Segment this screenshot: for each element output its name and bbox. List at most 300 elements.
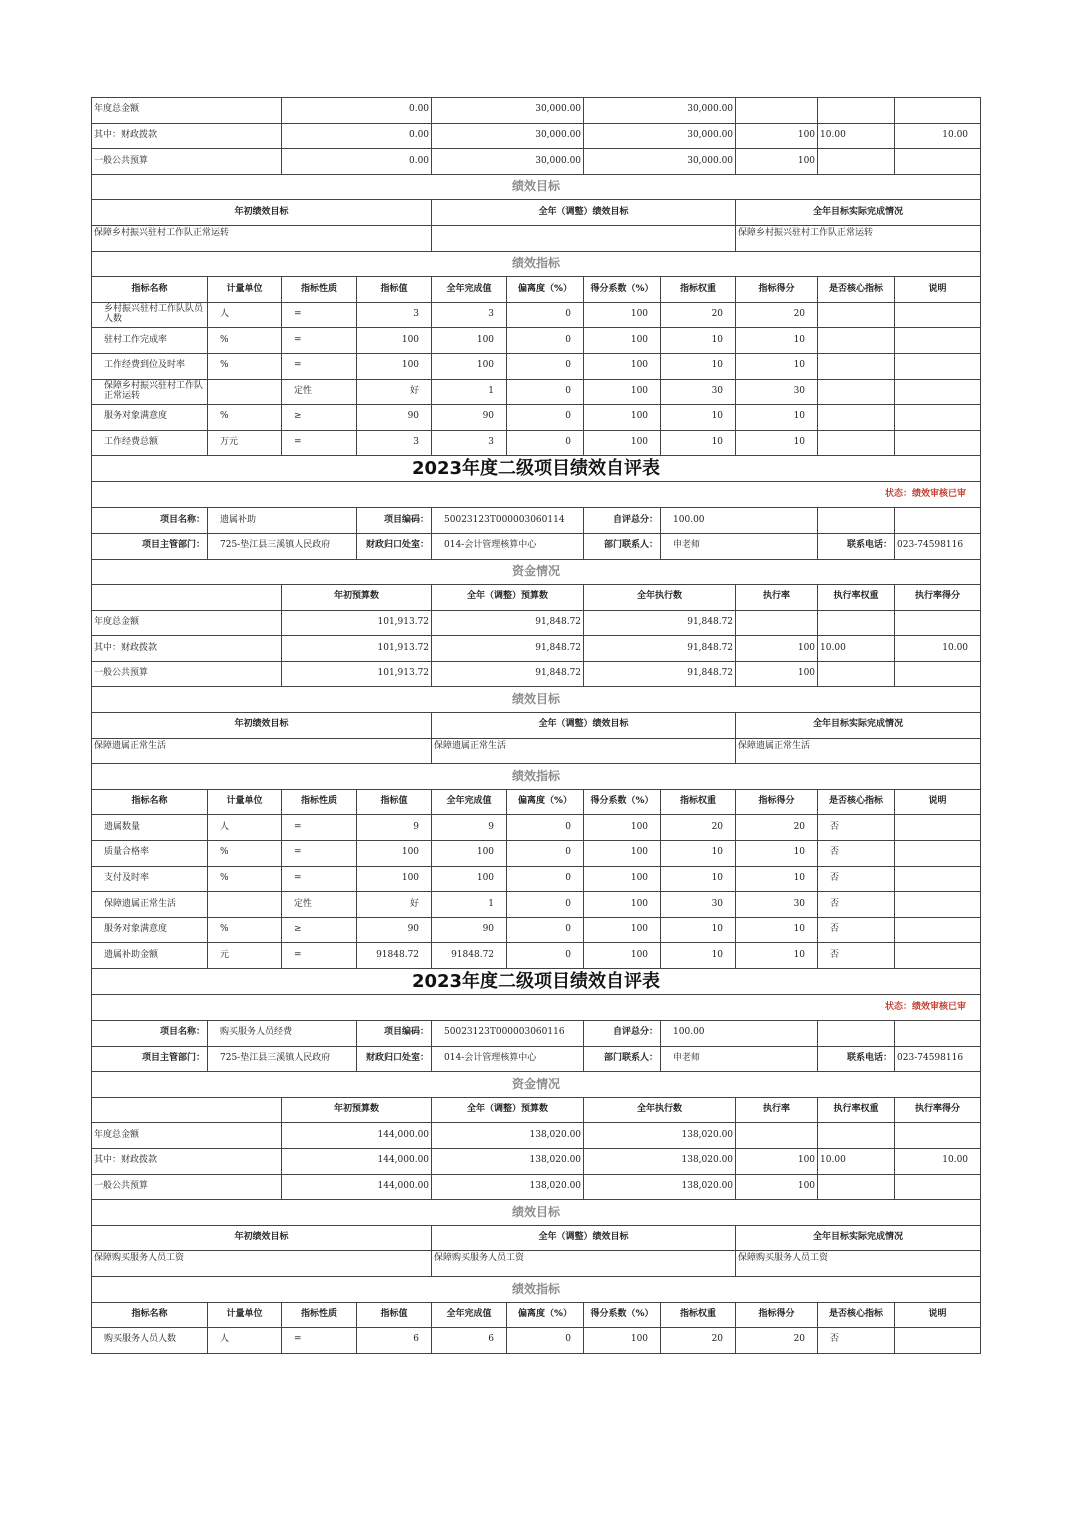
indicator-value: 100 [584,943,661,969]
indicator-row [92,892,981,918]
indicator-row [92,379,981,405]
indicator-value: % [208,841,282,867]
fund-row-label: 一般公共预算 [92,661,282,687]
indicator-header: 说明 [895,277,981,303]
contact-person-value: 申老师 [661,1046,818,1072]
indicator-value: % [208,917,282,943]
indicator-value [818,405,895,431]
fund-value: 138,020.00 [432,1174,584,1200]
project-code-label: 项目编码： [357,1021,432,1047]
indicator-value: 20 [736,815,818,841]
status-row [92,482,981,508]
project-name-value: 遗属补助 [208,508,357,534]
fund-row-label: 年度总金额 [92,610,282,636]
fund-row-fiscal [92,123,981,149]
goal-actual-text: 保障购买服务人员工资 [736,1251,981,1277]
fund-value [818,1174,895,1200]
indicator-value: 0 [507,379,584,405]
indicator-row [92,405,981,431]
indicator-value: 否 [818,1328,895,1354]
indicator-name: 遗属数量 [92,815,208,841]
fund-header: 全年执行数 [584,1097,736,1123]
indicator-value: 1 [432,892,507,918]
fund-row-label: 一般公共预算 [92,1174,282,1200]
fund-value: 0.00 [282,98,432,124]
indicator-value: 10 [736,353,818,379]
fund-header: 执行率权重 [818,585,895,611]
report-title-row [92,456,981,482]
contact-person-label: 部门联系人： [584,533,661,559]
indicator-value: 0 [507,302,584,328]
indicator-value: 100 [584,430,661,456]
fund-value: 101,913.72 [282,661,432,687]
goal-initial-text: 保障购买服务人员工资 [92,1251,432,1277]
indicator-value: 定性 [282,379,357,405]
goal-initial-text: 保障乡村振兴驻村工作队正常运转 [92,225,432,251]
project-dept-row [92,533,981,559]
fund-value [818,1123,895,1149]
fund-value: 30,000.00 [432,149,584,175]
indicator-value: 20 [661,815,736,841]
fund-value [895,1174,981,1200]
indicator-value: 人 [208,1328,282,1354]
fund-value [818,149,895,175]
fund-value [895,661,981,687]
indicator-value: = [282,430,357,456]
indicator-value: 10 [736,943,818,969]
goal-actual-text: 保障遗属正常生活 [736,738,981,764]
indicator-value: 9 [432,815,507,841]
indicator-name: 工作经费到位及时率 [92,353,208,379]
indicator-value: 10 [736,917,818,943]
indicator-row [92,430,981,456]
indicator-value: 10 [661,405,736,431]
indicator-header: 指标名称 [92,277,208,303]
indicator-value [895,815,981,841]
indicator-header: 指标性质 [282,1302,357,1328]
fund-value: 138,020.00 [432,1123,584,1149]
indicator-value: ≥ [282,917,357,943]
self-score-value: 100.00 [661,1021,818,1047]
fund-value: 100 [736,636,818,662]
indicator-header: 指标权重 [661,789,736,815]
indicator-value: 100 [432,866,507,892]
empty-cell [818,508,895,534]
fund-header: 全年（调整）预算数 [432,1097,584,1123]
indicator-value: 0 [507,815,584,841]
fund-value [818,610,895,636]
goal-adjusted-text: 保障购买服务人员工资 [432,1251,736,1277]
evaluation-table [91,97,981,1354]
indicator-value: = [282,841,357,867]
indicator-value: 100 [357,866,432,892]
indicator-header: 指标得分 [736,789,818,815]
indicator-value: 90 [357,405,432,431]
indicator-value: 91848.72 [357,943,432,969]
indicator-header: 指标得分 [736,1302,818,1328]
fund-value: 100 [736,1174,818,1200]
fund-value [736,98,818,124]
fund-section-row [92,1072,981,1098]
finance-office-label: 财政归口处室： [357,533,432,559]
fund-row-general [92,1174,981,1200]
fund-value: 91,848.72 [432,610,584,636]
indicator-value [208,892,282,918]
fund-row-total [92,98,981,124]
fund-header: 执行率得分 [895,1097,981,1123]
fund-value: 91,848.72 [432,661,584,687]
project-info-row [92,1021,981,1047]
finance-office-label: 财政归口处室： [357,1046,432,1072]
goal-actual-text: 保障乡村振兴驻村工作队正常运转 [736,225,981,251]
indicator-name: 遗属补助金额 [92,943,208,969]
fund-header: 执行率权重 [818,1097,895,1123]
goal-actual-header: 全年目标实际完成情况 [736,713,981,739]
indicator-row [92,302,981,328]
fund-value: 144,000.00 [282,1123,432,1149]
report-title: 2023年度二级项目绩效自评表 [92,969,981,995]
finance-office-value: 014-会计管理核算中心 [432,1046,584,1072]
indicator-value: 3 [357,302,432,328]
goal-adjusted-header: 全年（调整）绩效目标 [432,200,736,226]
fund-row-label: 一般公共预算 [92,149,282,175]
indicator-value: 好 [357,379,432,405]
project-code-value: 50023123T000003060116 [432,1021,584,1047]
indicator-value: 100 [357,841,432,867]
indicator-value: 3 [432,302,507,328]
contact-person-label: 部门联系人： [584,1046,661,1072]
fund-value: 10.00 [818,636,895,662]
fund-section-title: 资金情况 [92,1072,981,1098]
indicator-header: 指标权重 [661,1302,736,1328]
indicator-value [208,379,282,405]
indicator-value: 100 [584,866,661,892]
goal-initial-header: 年初绩效目标 [92,713,432,739]
goal-initial-header: 年初绩效目标 [92,200,432,226]
fund-value: 30,000.00 [584,98,736,124]
indicator-value: % [208,866,282,892]
indicator-section-row [92,251,981,277]
fund-value: 30,000.00 [432,98,584,124]
indicator-value: 3 [357,430,432,456]
fund-value: 30,000.00 [584,123,736,149]
indicator-value: 91848.72 [432,943,507,969]
indicator-value: 否 [818,943,895,969]
empty-cell [92,585,282,611]
indicator-value: 好 [357,892,432,918]
indicator-header: 指标值 [357,1302,432,1328]
fund-value: 101,913.72 [282,610,432,636]
indicator-name: 购买服务人员人数 [92,1328,208,1354]
fund-row-general [92,661,981,687]
indicator-value: 100 [357,328,432,354]
indicator-value: 0 [507,430,584,456]
project-dept-row [92,1046,981,1072]
fund-value: 10.00 [895,636,981,662]
fund-header: 全年（调整）预算数 [432,585,584,611]
indicator-row [92,943,981,969]
indicator-header: 计量单位 [208,789,282,815]
indicator-header: 是否核心指标 [818,277,895,303]
indicator-value: 30 [661,379,736,405]
indicator-value: 100 [584,1328,661,1354]
status-badge: 状态：绩效审核已审 [92,995,981,1021]
status-badge: 状态：绩效审核已审 [92,482,981,508]
fund-value: 138,020.00 [584,1123,736,1149]
indicator-value: 10 [661,917,736,943]
indicator-value: 100 [432,353,507,379]
fund-row-total [92,610,981,636]
fund-header: 执行率 [736,585,818,611]
indicator-value: 30 [661,892,736,918]
indicator-value: 100 [432,328,507,354]
project-name-label: 项目名称： [92,508,208,534]
fund-value: 100 [736,661,818,687]
fund-value: 10.00 [818,123,895,149]
indicator-value [818,328,895,354]
evaluation-sheet [91,97,980,1354]
indicator-header: 得分系数（%） [584,789,661,815]
fund-value: 101,913.72 [282,636,432,662]
indicator-header: 偏离度（%） [507,1302,584,1328]
fund-row-fiscal [92,636,981,662]
indicator-name: 保障乡村振兴驻村工作队正常运转 [92,379,208,405]
fund-value: 10.00 [895,123,981,149]
indicator-header: 是否核心指标 [818,789,895,815]
indicator-value: 人 [208,815,282,841]
fund-value [895,98,981,124]
goal-initial-text: 保障遗属正常生活 [92,738,432,764]
goal-actual-header: 全年目标实际完成情况 [736,1225,981,1251]
goal-header-row [92,713,981,739]
indicator-value: 否 [818,917,895,943]
indicator-value: 100 [584,841,661,867]
indicator-value: 20 [661,1328,736,1354]
indicator-value: ≥ [282,405,357,431]
indicator-row [92,1328,981,1354]
goal-section-row [92,174,981,200]
indicator-value: 0 [507,892,584,918]
indicator-value [895,405,981,431]
dept-value: 725-垫江县三溪镇人民政府 [208,533,357,559]
status-row [92,995,981,1021]
indicator-value [895,379,981,405]
self-score-label: 自评总分： [584,1021,661,1047]
fund-value: 138,020.00 [584,1174,736,1200]
fund-header-row [92,1097,981,1123]
indicator-header: 指标性质 [282,789,357,815]
project-name-label: 项目名称： [92,1021,208,1047]
fund-row-label: 年度总金额 [92,98,282,124]
indicator-value: 100 [584,405,661,431]
indicator-value: = [282,1328,357,1354]
indicator-header: 指标名称 [92,789,208,815]
phone-value: 023-74598116 [895,533,981,559]
empty-cell [818,1021,895,1047]
fund-value: 100 [736,123,818,149]
indicator-value: % [208,328,282,354]
fund-row-total [92,1123,981,1149]
indicator-value: 10 [736,841,818,867]
indicator-value: 90 [357,917,432,943]
indicator-value: 90 [432,405,507,431]
indicator-value: 1 [432,379,507,405]
fund-section-title: 资金情况 [92,559,981,585]
fund-value: 144,000.00 [282,1174,432,1200]
indicator-value: 10 [661,841,736,867]
indicator-header: 指标性质 [282,277,357,303]
indicator-value: 6 [357,1328,432,1354]
indicator-name: 乡村振兴驻村工作队队员人数 [92,302,208,328]
indicator-name: 支付及时率 [92,866,208,892]
indicator-header: 指标权重 [661,277,736,303]
indicator-value: 20 [736,302,818,328]
indicator-value [895,841,981,867]
indicator-header: 得分系数（%） [584,1302,661,1328]
self-score-label: 自评总分： [584,508,661,534]
indicator-value: 10 [736,328,818,354]
indicator-value: 100 [584,379,661,405]
indicator-value [895,1328,981,1354]
indicator-value: % [208,353,282,379]
phone-value: 023-74598116 [895,1046,981,1072]
indicator-value: 100 [584,892,661,918]
report-title: 2023年度二级项目绩效自评表 [92,456,981,482]
indicator-value [895,917,981,943]
project-info-row [92,508,981,534]
goal-content-row [92,225,981,251]
indicator-value: 90 [432,917,507,943]
indicator-name: 驻村工作完成率 [92,328,208,354]
indicator-header: 指标名称 [92,1302,208,1328]
fund-value [736,1123,818,1149]
indicator-value: 10 [736,405,818,431]
self-score-value: 100.00 [661,508,818,534]
indicator-value [895,430,981,456]
goal-content-row [92,738,981,764]
indicator-header: 说明 [895,789,981,815]
indicator-value: 100 [584,815,661,841]
fund-row-label: 其中：财政拨款 [92,1148,282,1174]
fund-value: 10.00 [818,1148,895,1174]
indicator-value: 9 [357,815,432,841]
fund-value: 10.00 [895,1148,981,1174]
indicator-section-row [92,1276,981,1302]
dept-value: 725-垫江县三溪镇人民政府 [208,1046,357,1072]
indicator-value: 0 [507,866,584,892]
fund-value [818,661,895,687]
fund-value: 91,848.72 [584,661,736,687]
fund-value: 100 [736,1148,818,1174]
indicator-section-row [92,764,981,790]
goal-content-row [92,1251,981,1277]
project-code-label: 项目编码： [357,508,432,534]
indicator-row [92,866,981,892]
indicator-header: 是否核心指标 [818,1302,895,1328]
fund-value: 30,000.00 [432,123,584,149]
fund-row-label: 其中：财政拨款 [92,636,282,662]
indicator-section-title: 绩效指标 [92,1276,981,1302]
indicator-section-title: 绩效指标 [92,764,981,790]
indicator-value: 20 [661,302,736,328]
indicator-value: = [282,353,357,379]
goal-section-title: 绩效目标 [92,687,981,713]
fund-header-row [92,585,981,611]
fund-header: 执行率 [736,1097,818,1123]
fund-value [818,98,895,124]
fund-header: 年初预算数 [282,1097,432,1123]
goal-header-row [92,1225,981,1251]
goal-section-title: 绩效目标 [92,174,981,200]
indicator-name: 质量合格率 [92,841,208,867]
indicator-value: = [282,328,357,354]
indicator-header-row [92,1302,981,1328]
indicator-value: % [208,405,282,431]
indicator-value: 0 [507,405,584,431]
fund-value: 91,848.72 [584,636,736,662]
fund-value: 91,848.72 [432,636,584,662]
goal-header-row [92,200,981,226]
fund-value [895,149,981,175]
fund-value: 91,848.72 [584,610,736,636]
fund-value: 30,000.00 [584,149,736,175]
indicator-row [92,917,981,943]
indicator-value: 否 [818,892,895,918]
fund-value: 100 [736,149,818,175]
empty-cell [895,1021,981,1047]
indicator-header: 指标值 [357,277,432,303]
indicator-value: = [282,815,357,841]
indicator-value: 100 [432,841,507,867]
indicator-row [92,815,981,841]
indicator-value [818,353,895,379]
indicator-value [818,430,895,456]
indicator-value: 100 [584,328,661,354]
indicator-value [895,328,981,354]
fund-section-row [92,559,981,585]
indicator-value: 10 [736,866,818,892]
indicator-value: = [282,943,357,969]
fund-header: 全年执行数 [584,585,736,611]
dept-label: 项目主管部门： [92,1046,208,1072]
indicator-value: 0 [507,841,584,867]
indicator-value [818,302,895,328]
indicator-value: = [282,302,357,328]
indicator-section-title: 绩效指标 [92,251,981,277]
indicator-value: 10 [661,943,736,969]
project-name-value: 购买服务人员经费 [208,1021,357,1047]
fund-value: 144,000.00 [282,1148,432,1174]
indicator-value: 否 [818,815,895,841]
dept-label: 项目主管部门： [92,533,208,559]
indicator-row [92,353,981,379]
indicator-value: 人 [208,302,282,328]
report-title-row [92,969,981,995]
indicator-header: 全年完成值 [432,277,507,303]
fund-row-label: 其中：财政拨款 [92,123,282,149]
empty-cell [895,508,981,534]
indicator-header: 全年完成值 [432,789,507,815]
indicator-header: 指标值 [357,789,432,815]
indicator-name: 服务对象满意度 [92,917,208,943]
phone-label: 联系电话： [818,533,895,559]
goal-section-row [92,1200,981,1226]
fund-value [895,1123,981,1149]
indicator-value: 0 [507,353,584,379]
fund-header: 执行率得分 [895,585,981,611]
indicator-value: 否 [818,866,895,892]
fund-value: 0.00 [282,149,432,175]
